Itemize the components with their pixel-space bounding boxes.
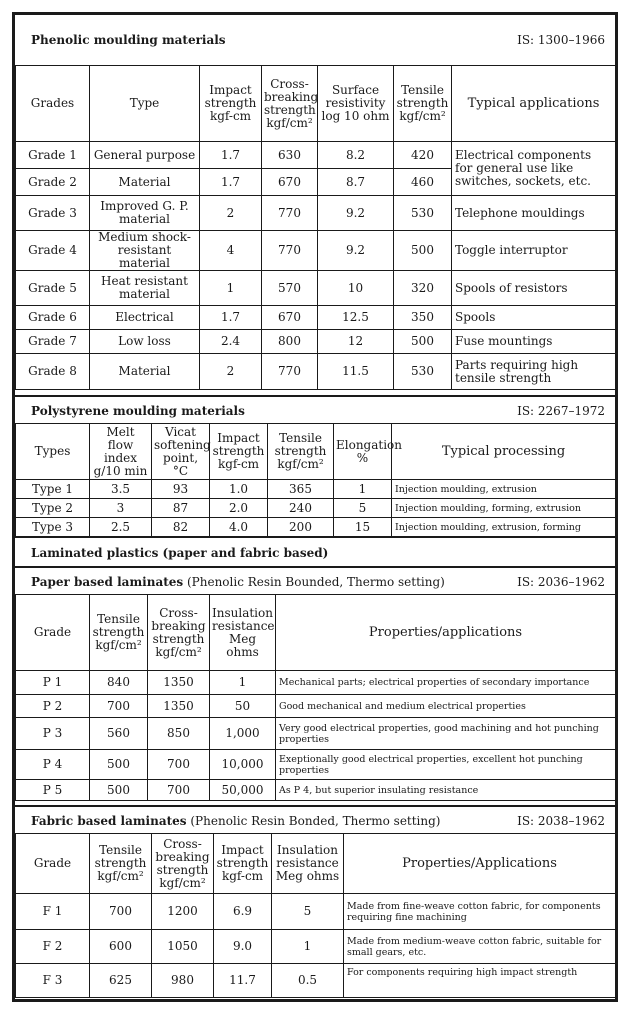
table-row bbox=[16, 354, 616, 390]
grade-cell: Grade 6 bbox=[16, 306, 90, 330]
elongation-cell: 15 bbox=[334, 518, 392, 537]
type-cell: Heat resistant material bbox=[90, 271, 200, 306]
cross-cell: 1350 bbox=[148, 695, 210, 718]
impact-cell: 1.0 bbox=[210, 480, 268, 499]
impact-cell: 1.7 bbox=[200, 169, 262, 196]
col-processing: Typical processing bbox=[392, 424, 616, 480]
cross-cell: 1200 bbox=[152, 894, 214, 930]
fabric-table bbox=[15, 833, 616, 998]
surface-cell: 9.2 bbox=[318, 231, 394, 271]
tensile-cell: 530 bbox=[394, 196, 452, 231]
fabric-title: Fabric based laminates bbox=[31, 814, 187, 828]
table-row bbox=[16, 718, 616, 750]
insulation-cell: 10,000 bbox=[210, 750, 276, 780]
application-cell: Electrical components for general use like switches, sockets, etc. bbox=[452, 142, 616, 196]
paper-title: Paper based laminates bbox=[31, 575, 184, 589]
properties-cell: As P 4, but superior insulating resistance bbox=[276, 780, 616, 801]
grade-cell: P 2 bbox=[16, 695, 90, 718]
paper-table bbox=[15, 594, 616, 801]
application-cell: Toggle interruptor bbox=[452, 231, 616, 271]
type-cell: Electrical bbox=[90, 306, 200, 330]
table-row bbox=[16, 196, 616, 231]
col-grade: Grade bbox=[16, 834, 90, 894]
col-tensile: Tensile strength kgf/cm² bbox=[268, 424, 334, 480]
paper-header bbox=[15, 566, 615, 596]
type-cell: Type 1 bbox=[16, 480, 90, 499]
tensile-cell: 365 bbox=[268, 480, 334, 499]
col-surface-resistivity: Surface resistivity log 10 ohm bbox=[318, 66, 394, 142]
properties-cell: Made from medium-weave cotton fabric, suitable for small gears, etc. bbox=[344, 930, 616, 964]
grade-cell: F 2 bbox=[16, 930, 90, 964]
processing-cell: Injection moulding, forming, extrusion bbox=[392, 499, 616, 518]
table-row bbox=[16, 142, 616, 169]
col-tensile: Tensile strength kgf/cm² bbox=[90, 595, 148, 671]
polystyrene-header-row bbox=[16, 424, 616, 480]
application-cell: Telephone mouldings bbox=[452, 196, 616, 231]
tensile-cell: 840 bbox=[90, 671, 148, 695]
application-cell: Spools of resistors bbox=[452, 271, 616, 306]
table-row bbox=[16, 930, 616, 964]
grade-cell: Grade 8 bbox=[16, 354, 90, 390]
fabric-header bbox=[15, 805, 615, 835]
impact-cell: 1.7 bbox=[200, 142, 262, 169]
insulation-cell: 5 bbox=[272, 894, 344, 930]
fabric-standard: IS: 2038–1962 bbox=[517, 814, 605, 828]
tensile-cell: 320 bbox=[394, 271, 452, 306]
cross-cell: 570 bbox=[262, 271, 318, 306]
grade-cell: Grade 2 bbox=[16, 169, 90, 196]
cross-cell: 1050 bbox=[152, 930, 214, 964]
cross-cell: 700 bbox=[148, 780, 210, 801]
grade-cell: P 4 bbox=[16, 750, 90, 780]
laminated-header bbox=[15, 536, 615, 568]
tensile-cell: 350 bbox=[394, 306, 452, 330]
col-types: Types bbox=[16, 424, 90, 480]
col-type: Type bbox=[90, 66, 200, 142]
paper-subtitle: (Phenolic Resin Bounded, Thermo setting) bbox=[186, 575, 445, 589]
phenolic-header bbox=[15, 15, 615, 65]
fabric-subtitle: (Phenolic Resin Bonded, Thermo setting) bbox=[190, 814, 441, 828]
elongation-cell: 1 bbox=[334, 480, 392, 499]
phenolic-title: Phenolic moulding materials bbox=[31, 33, 226, 47]
cross-cell: 670 bbox=[262, 306, 318, 330]
tensile-cell: 500 bbox=[394, 330, 452, 354]
surface-cell: 10 bbox=[318, 271, 394, 306]
col-vicat: Vicat softening point, °C bbox=[152, 424, 210, 480]
cross-cell: 700 bbox=[148, 750, 210, 780]
tensile-cell: 200 bbox=[268, 518, 334, 537]
table-row bbox=[16, 780, 616, 801]
tensile-cell: 700 bbox=[90, 894, 152, 930]
vicat-cell: 93 bbox=[152, 480, 210, 499]
col-impact: Impact strength kgf-cm bbox=[200, 66, 262, 142]
impact-cell: 11.7 bbox=[214, 964, 272, 998]
table-row bbox=[16, 695, 616, 718]
grade-cell: Grade 7 bbox=[16, 330, 90, 354]
grade-cell: Grade 4 bbox=[16, 231, 90, 271]
melt-cell: 2.5 bbox=[90, 518, 152, 537]
col-applications: Typical applications bbox=[452, 66, 616, 142]
grade-cell: P 5 bbox=[16, 780, 90, 801]
insulation-cell: 1,000 bbox=[210, 718, 276, 750]
table-row bbox=[16, 894, 616, 930]
insulation-cell: 50,000 bbox=[210, 780, 276, 801]
application-cell: Parts requiring high tensile strength bbox=[452, 354, 616, 390]
grade-cell: P 1 bbox=[16, 671, 90, 695]
col-insulation: Insulation resistance Meg ohms bbox=[272, 834, 344, 894]
grade-cell: F 1 bbox=[16, 894, 90, 930]
col-melt-flow: Melt flow index g/10 min bbox=[90, 424, 152, 480]
col-properties: Properties/Applications bbox=[344, 834, 616, 894]
insulation-cell: 50 bbox=[210, 695, 276, 718]
application-cell: Fuse mountings bbox=[452, 330, 616, 354]
impact-cell: 2 bbox=[200, 196, 262, 231]
col-grade: Grade bbox=[16, 595, 90, 671]
table-row bbox=[16, 231, 616, 271]
tensile-cell: 420 bbox=[394, 142, 452, 169]
tensile-cell: 500 bbox=[90, 750, 148, 780]
tensile-cell: 700 bbox=[90, 695, 148, 718]
tensile-cell: 500 bbox=[394, 231, 452, 271]
table-row bbox=[16, 671, 616, 695]
insulation-cell: 0.5 bbox=[272, 964, 344, 998]
impact-cell: 2.4 bbox=[200, 330, 262, 354]
processing-cell: Injection moulding, extrusion bbox=[392, 480, 616, 499]
cross-cell: 670 bbox=[262, 169, 318, 196]
col-impact: Impact strength kgf-cm bbox=[214, 834, 272, 894]
fabric-header-row bbox=[16, 834, 616, 894]
col-grades: Grades bbox=[16, 66, 90, 142]
surface-cell: 9.2 bbox=[318, 196, 394, 231]
tensile-cell: 460 bbox=[394, 169, 452, 196]
col-insulation: Insulation resistance Meg ohms bbox=[210, 595, 276, 671]
col-cross-breaking: Cross-breaking strength kgf/cm² bbox=[148, 595, 210, 671]
processing-cell: Injection moulding, extrusion, forming bbox=[392, 518, 616, 537]
table-row bbox=[16, 480, 616, 499]
elongation-cell: 5 bbox=[334, 499, 392, 518]
tensile-cell: 625 bbox=[90, 964, 152, 998]
grade-cell: Grade 1 bbox=[16, 142, 90, 169]
table-row bbox=[16, 271, 616, 306]
cross-cell: 630 bbox=[262, 142, 318, 169]
data-sheet bbox=[12, 12, 618, 1002]
properties-cell: For components requiring high impact strength bbox=[344, 964, 616, 998]
grade-cell: Grade 3 bbox=[16, 196, 90, 231]
melt-cell: 3.5 bbox=[90, 480, 152, 499]
impact-cell: 2 bbox=[200, 354, 262, 390]
properties-cell: Exeptionally good electrical properties, excellent hot punching properties bbox=[276, 750, 616, 780]
col-cross-breaking: Cross-breaking strength kgf/cm² bbox=[152, 834, 214, 894]
surface-cell: 12.5 bbox=[318, 306, 394, 330]
cross-cell: 770 bbox=[262, 231, 318, 271]
table-row bbox=[16, 750, 616, 780]
surface-cell: 12 bbox=[318, 330, 394, 354]
properties-cell: Very good electrical properties, good machining and hot punching properties bbox=[276, 718, 616, 750]
type-cell: Type 2 bbox=[16, 499, 90, 518]
properties-cell: Made from fine-weave cotton fabric, for components requiring fine machining bbox=[344, 894, 616, 930]
properties-cell: Good mechanical and medium electrical properties bbox=[276, 695, 616, 718]
impact-cell: 1.7 bbox=[200, 306, 262, 330]
surface-cell: 8.7 bbox=[318, 169, 394, 196]
melt-cell: 3 bbox=[90, 499, 152, 518]
application-cell: Spools bbox=[452, 306, 616, 330]
table-row bbox=[16, 306, 616, 330]
table-row bbox=[16, 330, 616, 354]
tensile-cell: 500 bbox=[90, 780, 148, 801]
phenolic-header-row bbox=[16, 66, 616, 142]
cross-cell: 770 bbox=[262, 196, 318, 231]
insulation-cell: 1 bbox=[272, 930, 344, 964]
cross-cell: 1350 bbox=[148, 671, 210, 695]
type-cell: Material bbox=[90, 169, 200, 196]
cross-cell: 800 bbox=[262, 330, 318, 354]
tensile-cell: 240 bbox=[268, 499, 334, 518]
impact-cell: 1 bbox=[200, 271, 262, 306]
properties-cell: Mechanical parts; electrical properties of secondary importance bbox=[276, 671, 616, 695]
insulation-cell: 1 bbox=[210, 671, 276, 695]
polystyrene-table bbox=[15, 423, 616, 537]
type-cell: Material bbox=[90, 354, 200, 390]
cross-cell: 770 bbox=[262, 354, 318, 390]
tensile-cell: 530 bbox=[394, 354, 452, 390]
phenolic-standard: IS: 1300–1966 bbox=[517, 33, 605, 47]
phenolic-table bbox=[15, 65, 616, 390]
table-row bbox=[16, 964, 616, 998]
cross-cell: 850 bbox=[148, 718, 210, 750]
col-tensile: Tensile strength kgf/cm² bbox=[394, 66, 452, 142]
type-cell: Improved G. P. material bbox=[90, 196, 200, 231]
polystyrene-standard: IS: 2267–1972 bbox=[517, 404, 605, 418]
tensile-cell: 600 bbox=[90, 930, 152, 964]
grade-cell: F 3 bbox=[16, 964, 90, 998]
grade-cell: Grade 5 bbox=[16, 271, 90, 306]
type-cell: Medium shock-resistant material bbox=[90, 231, 200, 271]
col-impact: Impact strength kgf-cm bbox=[210, 424, 268, 480]
polystyrene-title: Polystyrene moulding materials bbox=[31, 404, 245, 418]
impact-cell: 9.0 bbox=[214, 930, 272, 964]
surface-cell: 8.2 bbox=[318, 142, 394, 169]
table-row bbox=[16, 499, 616, 518]
impact-cell: 2.0 bbox=[210, 499, 268, 518]
type-cell: Low loss bbox=[90, 330, 200, 354]
polystyrene-header bbox=[15, 395, 615, 425]
tensile-cell: 560 bbox=[90, 718, 148, 750]
impact-cell: 6.9 bbox=[214, 894, 272, 930]
cross-cell: 980 bbox=[152, 964, 214, 998]
type-cell: General purpose bbox=[90, 142, 200, 169]
impact-cell: 4 bbox=[200, 231, 262, 271]
table-row bbox=[16, 518, 616, 537]
col-elongation: Elongation % bbox=[334, 424, 392, 480]
laminated-title: Laminated plastics (paper and fabric based) bbox=[31, 546, 329, 560]
paper-header-row bbox=[16, 595, 616, 671]
col-tensile: Tensile strength kgf/cm² bbox=[90, 834, 152, 894]
grade-cell: P 3 bbox=[16, 718, 90, 750]
col-cross-breaking: Cross-breaking strength kgf/cm² bbox=[262, 66, 318, 142]
col-properties: Properties/applications bbox=[276, 595, 616, 671]
type-cell: Type 3 bbox=[16, 518, 90, 537]
vicat-cell: 87 bbox=[152, 499, 210, 518]
impact-cell: 4.0 bbox=[210, 518, 268, 537]
paper-standard: IS: 2036–1962 bbox=[517, 575, 605, 589]
surface-cell: 11.5 bbox=[318, 354, 394, 390]
vicat-cell: 82 bbox=[152, 518, 210, 537]
